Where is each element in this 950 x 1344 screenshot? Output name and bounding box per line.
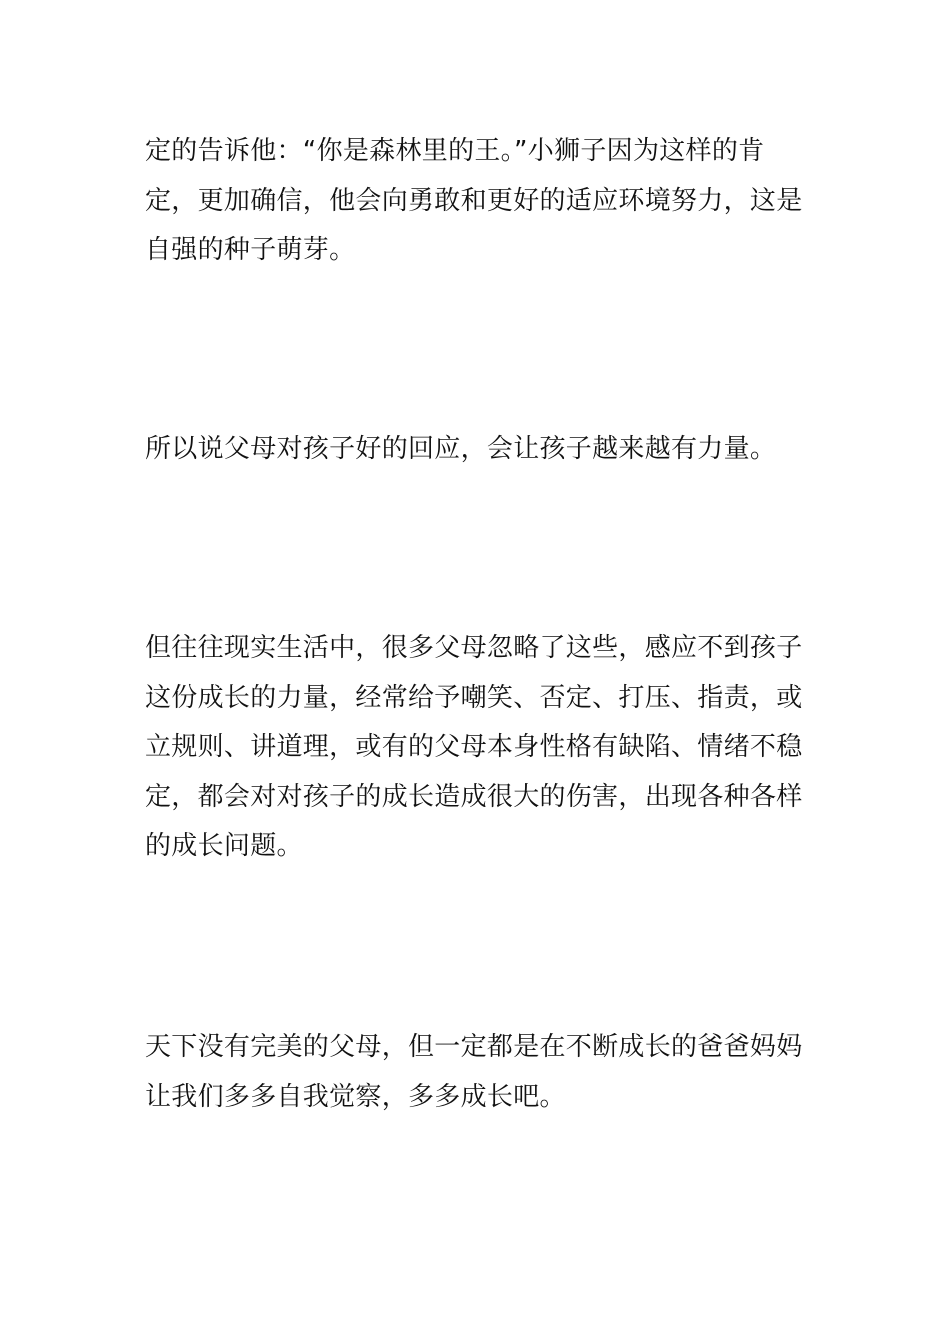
text-line: 定，都会对对孩子的成长造成很大的伤害，出现各种各样 (145, 781, 803, 812)
text-line: 让我们多多自我觉察，多多成长吧。 (145, 1081, 566, 1112)
text-line: 但往往现实生活中，很多父母忽略了这些，感应不到孩子 (145, 633, 803, 663)
text-line: 的成长问题。 (145, 831, 303, 861)
text-line: 自强的种子萌芽。 (145, 235, 356, 265)
text-line: 这份成长的力量，经常给予嘲笑、否定、打压、指责，或 (145, 682, 803, 713)
text-line: 天下没有完美的父母，但一定都是在不断成长的爸爸妈妈 (145, 1032, 803, 1062)
paragraph-parent-response (145, 425, 810, 475)
paragraph-lion-story (145, 127, 810, 276)
text-line: 立规则、讲道理，或有的父母本身性格有缺陷、情绪不稳 (145, 732, 803, 762)
text-line: 定的告诉他：“你是森林里的王。”小狮子因为这样的肯 (145, 136, 765, 166)
text-line: 所以说父母对孩子好的回应，会让孩子越来越有力量。 (145, 434, 777, 464)
paragraph-reality (145, 624, 810, 872)
text-line: 定，更加确信，他会向勇敢和更好的适应环境努力，这是 (145, 185, 803, 216)
paragraph-conclusion (145, 1023, 810, 1122)
